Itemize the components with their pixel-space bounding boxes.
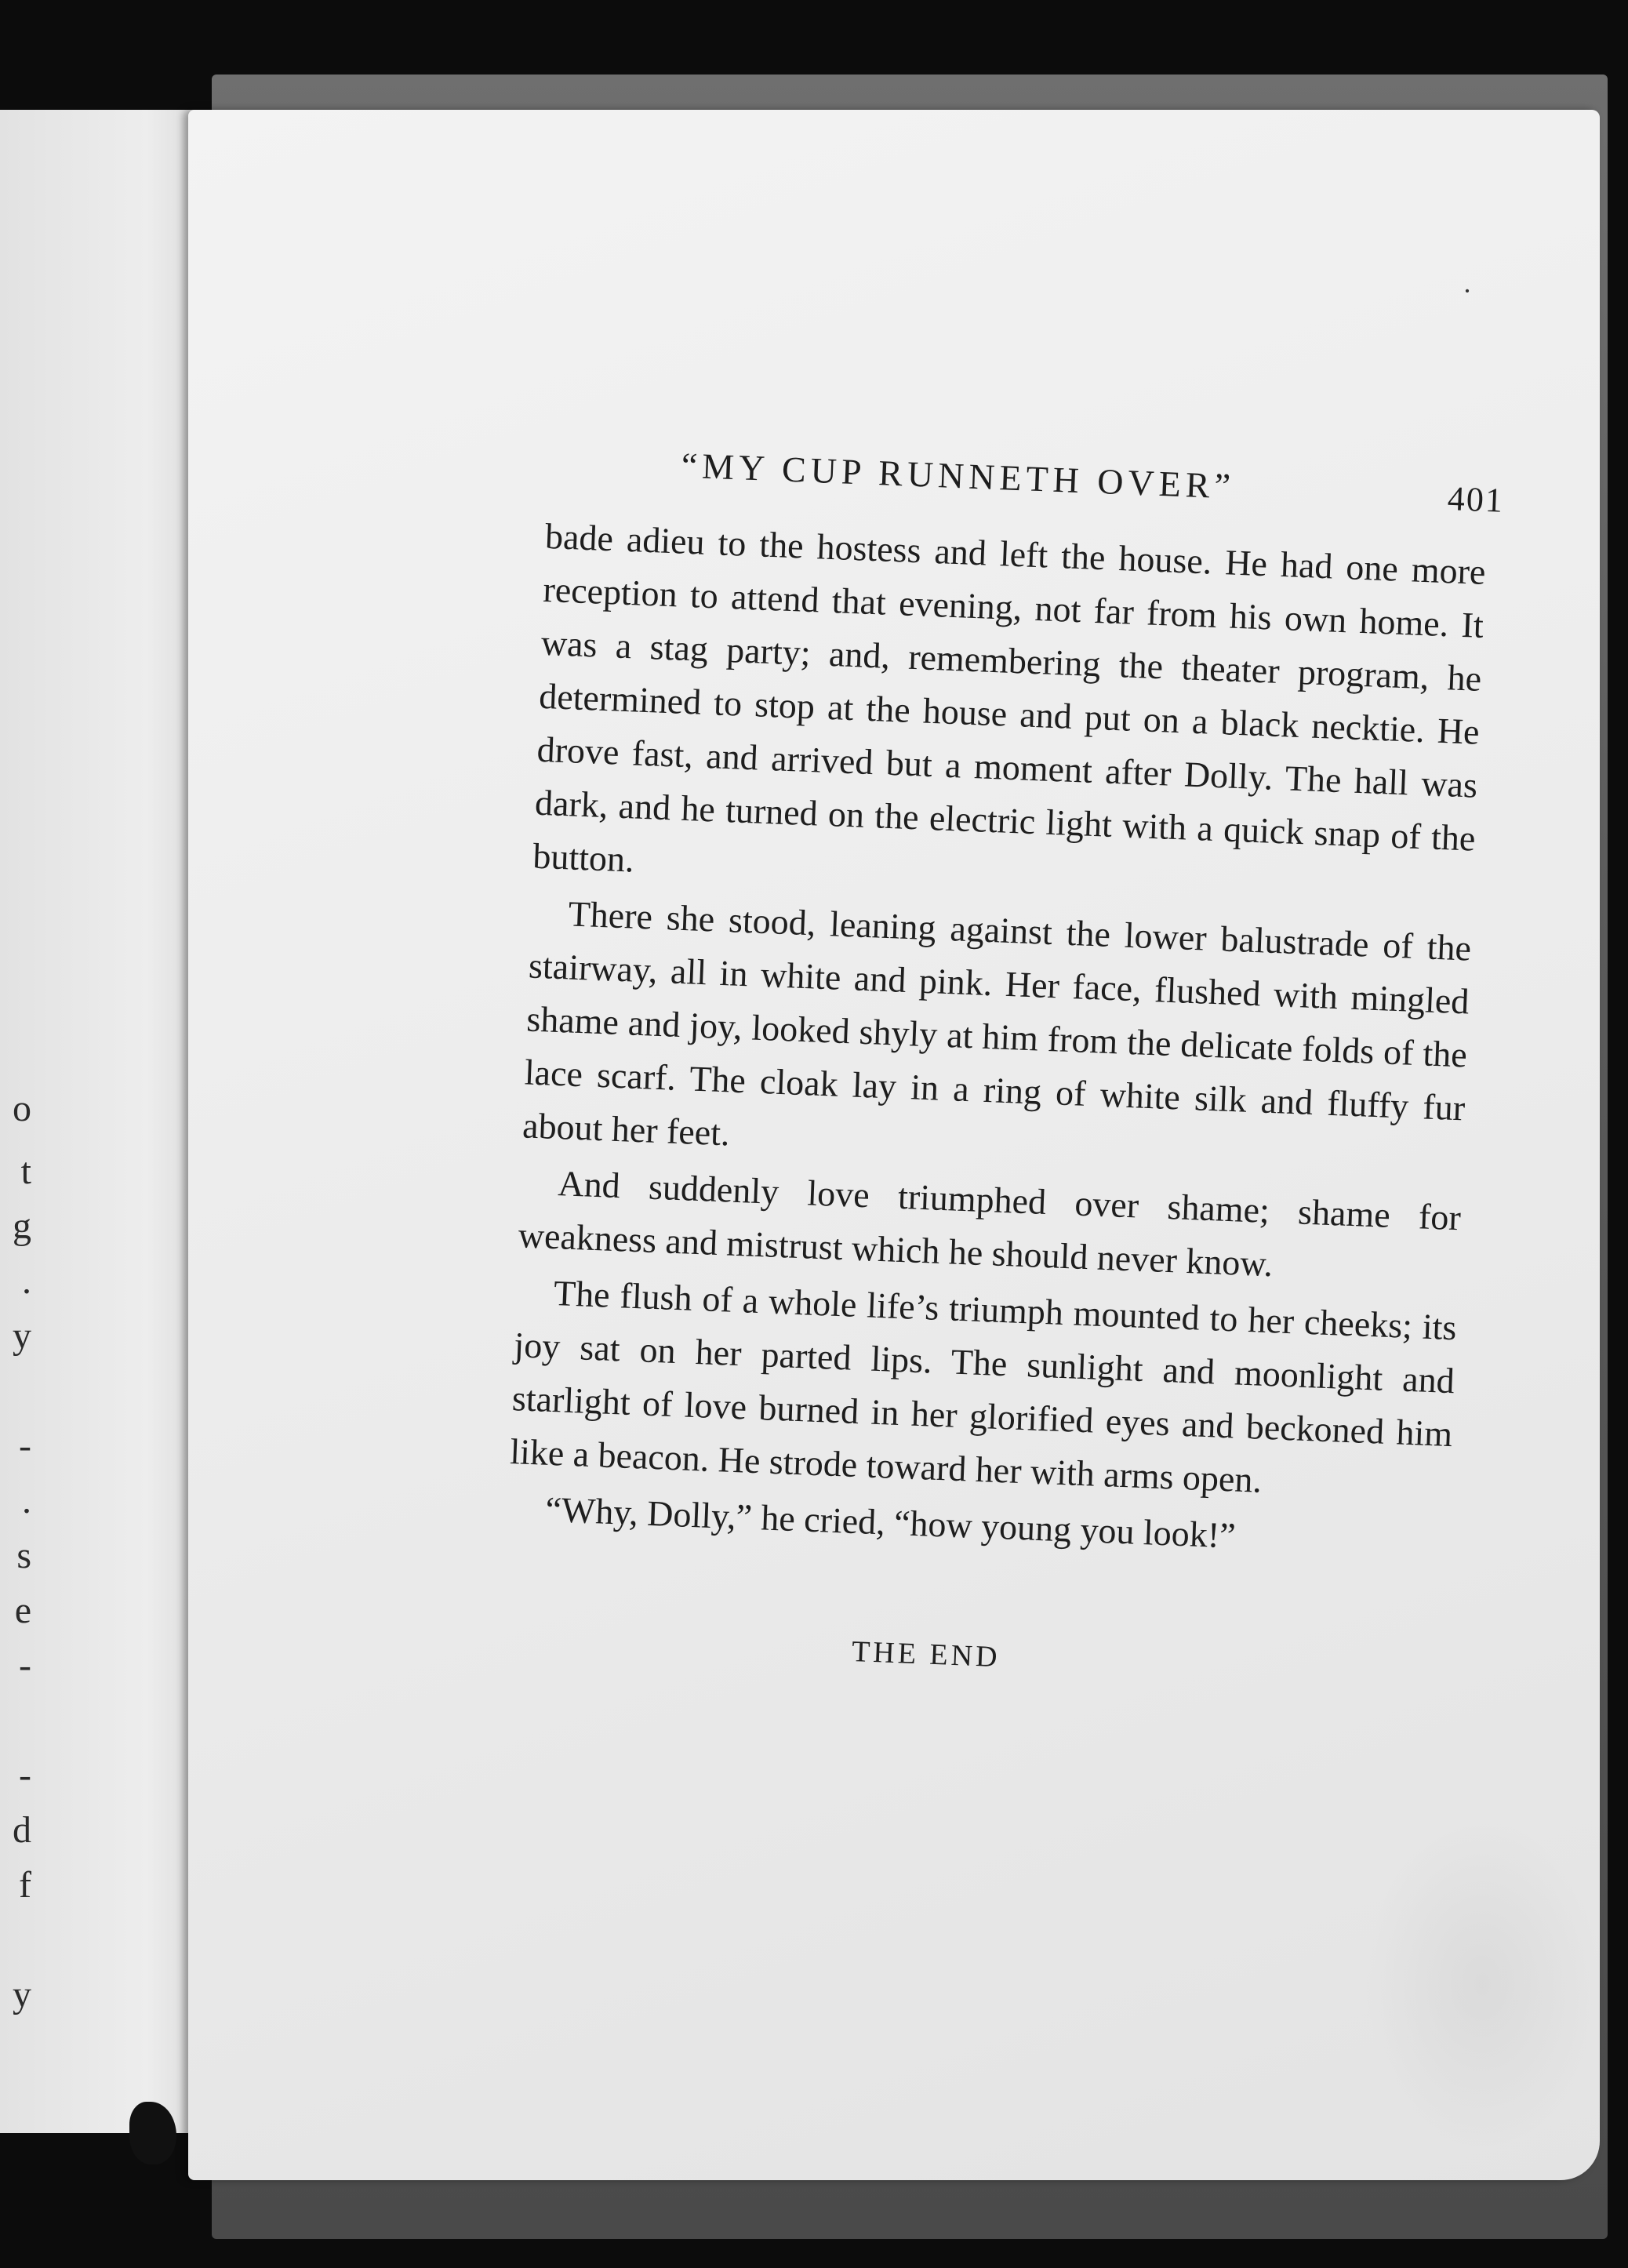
left-line-ending: y [13, 1315, 31, 1357]
body-text [507, 510, 1486, 1571]
page-text-block [502, 439, 1505, 1692]
left-line-ending: . [22, 1260, 31, 1302]
left-line-ending: o [13, 1088, 31, 1129]
left-line-ending: g [13, 1205, 31, 1247]
left-facing-page [0, 110, 210, 2133]
paragraph: “Why, Dolly,” he cried, “how young you look!” [544, 1488, 1237, 1556]
paragraph: There she stood, leaning against the lower balustrade of the stairway, all in white and pink. Her face, flushed with mingled shame and joy, looked shyly at him from the delicate folds of the lace scarf. The cloak lay in a ring of white silk and fluffy fur about her feet. [521, 893, 1472, 1154]
closing-line: THE END [851, 1634, 1001, 1674]
page-number: 401 [1447, 479, 1505, 520]
left-line-ending: s [16, 1535, 31, 1576]
left-line-ending: . [22, 1480, 31, 1521]
book-page [188, 110, 1600, 2180]
left-line-ending: d [13, 1809, 31, 1851]
running-title: “MY CUP RUNNETH OVER” [680, 445, 1236, 507]
paragraph: bade adieu to the hostess and left the house. He had one more reception to attend that evening, not far from his own home. It was a stag party; and, remembering the theater program, he determined to stop at the house and put on a black necktie. He drove fast, and arrived but a moment after Dolly. The hall was dark, and he turned on the electric light with a quick snap of the button. [532, 515, 1487, 880]
left-line-ending: f [19, 1864, 31, 1906]
paragraph: And suddenly love triumphed over shame; shame for weakness and mistrust which he should never know. [518, 1163, 1462, 1285]
left-line-ending: t [20, 1150, 31, 1192]
water-stain [1365, 1819, 1600, 2149]
left-line-ending: y [13, 1974, 31, 2015]
left-line-ending: - [19, 1754, 31, 1796]
left-line-ending: - [19, 1425, 31, 1467]
left-line-ending: e [14, 1590, 31, 1631]
left-line-ending: - [19, 1645, 31, 1686]
page-top-mark: · [1463, 275, 1472, 307]
paragraph: The flush of a whole life’s triumph mounted to her cheeks; its joy sat on her parted lips. The sunlight and moonlight and starlight of love burned in her glorified eyes and beckoned him like a beacon. He strode toward her with arms open. [509, 1273, 1458, 1500]
